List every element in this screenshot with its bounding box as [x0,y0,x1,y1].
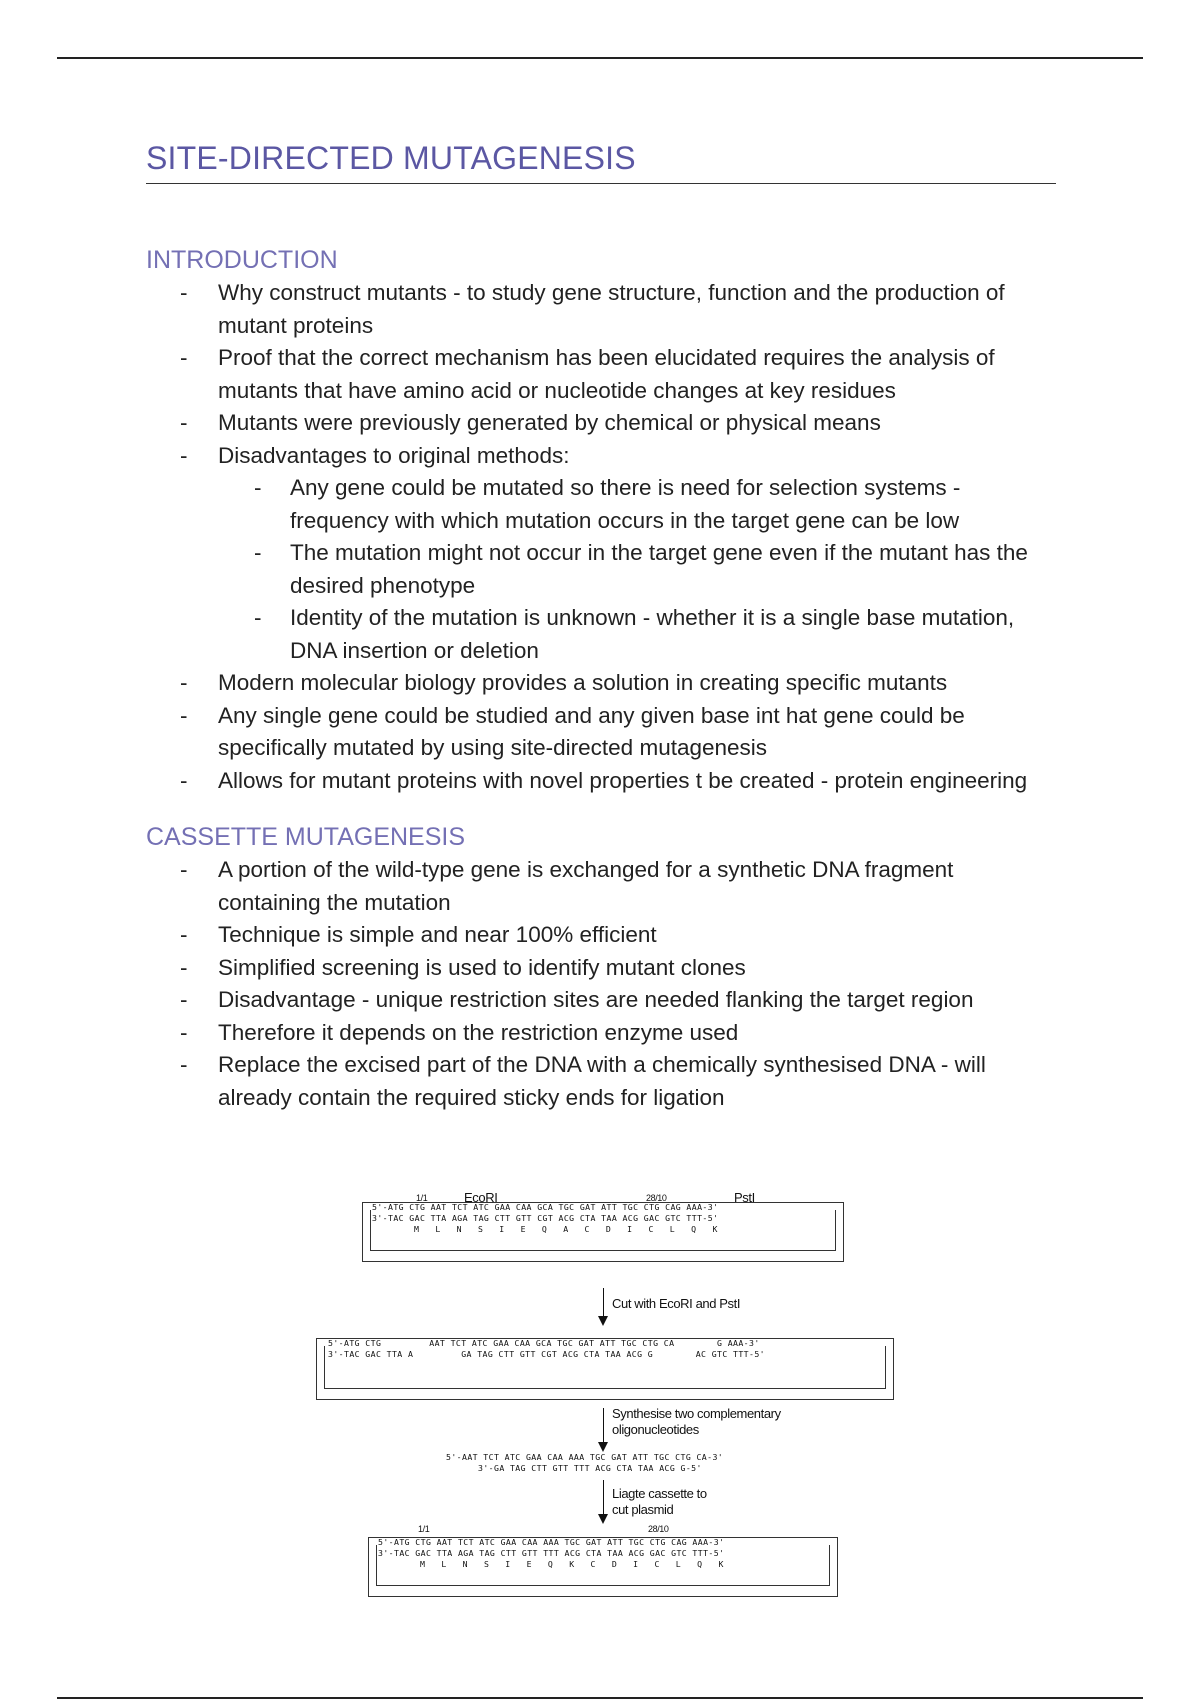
list-item: - A portion of the wild-type gene is exchanged for a synthetic DNA fragment containing the mutation [146,854,1056,919]
list-item: - Proof that the correct mechanism has been elucidated requires the analysis of mutants that have amino acid or nucleotide changes at key residues [146,342,1056,407]
oligo-bottom-strand: 3'-GA TAG CTT GTT TTT ACG CTA TAA ACG G-5' [478,1463,702,1473]
list-item: - Any single gene could be studied and any given base int hat gene could be specifically mutated by using site-directed mutagenesis [146,700,1056,765]
list-item: - Disadvantages to original methods: [146,440,1056,473]
cut-sequence-top-strand: 5'-ATG CTG AAT TCT ATC GAA CAA GCA TGC GAT ATT TGC CTG CA G AAA-3' [328,1338,760,1348]
top-rule [57,57,1143,59]
document-body [146,140,1056,1114]
list-item: - Replace the excised part of the DNA with a chemically synthesised DNA - will already contain the required sticky ends for ligation [146,1049,1056,1114]
oligo-top-strand: 5'-AAT TCT ATC GAA CAA AAA TGC GAT ATT TGC CTG CA-3' [446,1452,724,1462]
step-label: cut plasmid [612,1502,674,1517]
bottom-rule [57,1697,1143,1699]
ligated-amino-acid-sequence: M L N S I E Q K C D I C L Q K [420,1559,724,1569]
down-arrow-icon [603,1288,604,1324]
sequence-top-strand: 5'-ATG CTG AAT TCT ATC GAA CAA GCA TGC GAT ATT TGC CTG CAG AAA-3' [372,1202,719,1212]
introduction-heading: INTRODUCTION [146,246,338,274]
list-item: - Why construct mutants - to study gene structure, function and the production of mutant proteins [146,277,1056,342]
psti-label: PstI [734,1190,755,1205]
position-label: 1/1 [418,1524,430,1534]
cassette-list [146,854,1056,1114]
step-label: oligonucleotides [612,1422,699,1437]
page-title: SITE-DIRECTED MUTAGENESIS [146,140,1056,184]
list-item: - Therefore it depends on the restriction enzyme used [146,1017,1056,1050]
step-label: Liagte cassette to [612,1486,707,1501]
step-label: Synthesise two complementary [612,1406,781,1421]
cassette-heading: CASSETTE MUTAGENESIS [146,823,466,851]
cut-sequence-bottom-strand: 3'-TAC GAC TTA A GA TAG CTT GTT CGT ACG CTA TAA ACG G AC GTC TTT-5' [328,1349,766,1359]
list-item: - Technique is simple and near 100% efficient [146,919,1056,952]
position-label: 28/10 [648,1524,669,1534]
down-arrow-icon [603,1480,604,1522]
ecori-label: EcoRI [464,1190,498,1205]
list-item: - Disadvantage - unique restriction sites are needed flanking the target region [146,984,1056,1017]
position-label: 1/1 [416,1193,428,1203]
introduction-list-continued [146,667,1056,797]
list-item: - Simplified screening is used to identify mutant clones [146,952,1056,985]
sub-list-item: - Any gene could be mutated so there is need for selection systems - frequency with which mutation occurs in the target gene can be low [218,472,1056,537]
list-item: - Allows for mutant proteins with novel properties t be created - protein engineering [146,765,1056,798]
introduction-list [146,277,1056,472]
amino-acid-sequence: M L N S I E Q A C D I C L Q K [414,1224,718,1234]
step-label: Cut with EcoRI and PstI [612,1296,741,1311]
down-arrow-icon [603,1408,604,1450]
cassette-mutagenesis-diagram [310,1190,910,1610]
ligated-top-strand: 5'-ATG CTG AAT TCT ATC GAA CAA AAA TGC GAT ATT TGC CTG CAG AAA-3' [378,1537,725,1547]
disadvantages-sublist [218,472,1056,667]
ligated-bottom-strand: 3'-TAC GAC TTA AGA TAG CTT GTT TTT ACG CTA TAA ACG GAC GTC TTT-5' [378,1548,725,1558]
list-item: - Mutants were previously generated by chemical or physical means [146,407,1056,440]
position-label: 28/10 [646,1193,667,1203]
sub-list-item: - The mutation might not occur in the target gene even if the mutant has the desired phenotype [218,537,1056,602]
sub-list-item: - Identity of the mutation is unknown - whether it is a single base mutation, DNA insertion or deletion [218,602,1056,667]
list-item: - Modern molecular biology provides a solution in creating specific mutants [146,667,1056,700]
sequence-bottom-strand: 3'-TAC GAC TTA AGA TAG CTT GTT CGT ACG CTA TAA ACG GAC GTC TTT-5' [372,1213,719,1223]
